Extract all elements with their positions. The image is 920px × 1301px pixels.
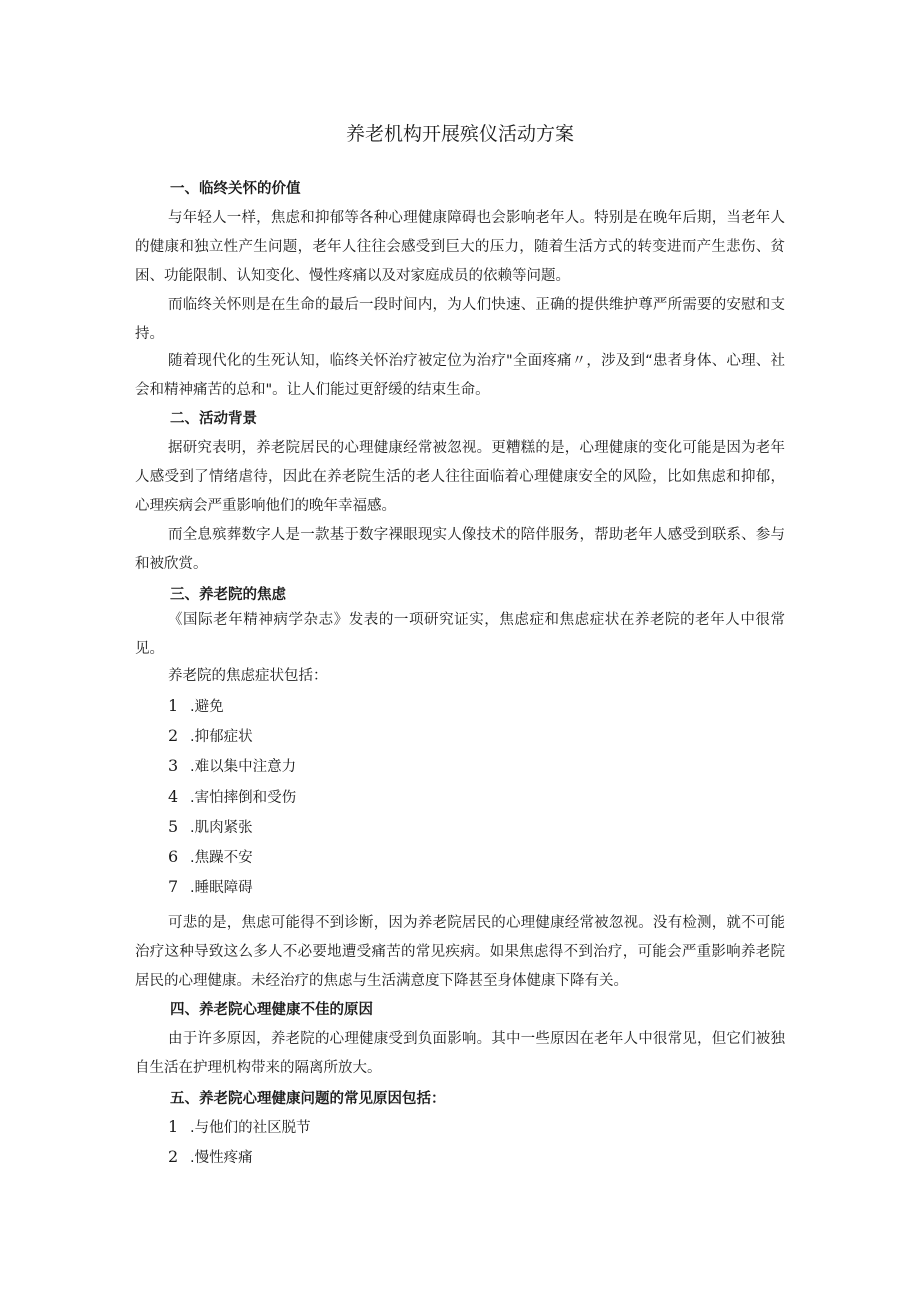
list-item bbox=[168, 872, 296, 902]
paragraph: 随着现代化的生死认知，临终关怀治疗被定位为治疗"全面疼痛〃，涉及到“患者身体、心理、社会和精神痛苦的总和"。让人们能过更舒缓的结束生命。 bbox=[135, 353, 785, 398]
list-item bbox=[168, 1112, 311, 1142]
section-heading-value: 一、临终关怀的价值 bbox=[170, 181, 301, 197]
section-heading-causes: 四、养老院心理健康不佳的原因 bbox=[170, 1002, 373, 1018]
paragraph: 据研究表明，养老院居民的心理健康经常被忽视。更糟糕的是，心理健康的变化可能是因为老年人感受到了情绪虐待，因此在养老院生活的老人往往面临着心理健康安全的风险，比如焦虑和抑郁，心理疾病会严重影响他们的晚年幸福感。 bbox=[135, 440, 785, 514]
list-item-text: .肌肉紧张 bbox=[190, 819, 253, 836]
list-item-text: .避免 bbox=[190, 699, 224, 715]
list-item-number: 6 bbox=[168, 846, 179, 866]
paragraph: 而临终关怀则是在生命的最后一段时间内，为人们快速、正确的提供维护尊严所需要的安慰和支持。 bbox=[135, 297, 785, 342]
paragraph: 可悲的是，焦虑可能得不到诊断，因为养老院居民的心理健康经常被忽视。没有检测，就不可能治疗这种导致这么多人不必要地遭受痛苦的常见疾病。如果焦虑得不到治疗，可能会严重影响养老院居民的心理健康。未经治疗的焦虑与生活满意度下降甚至身体健康下降有关。 bbox=[135, 915, 785, 989]
list-item-number: 1 bbox=[168, 696, 179, 715]
list-item-text: .与他们的社区脱节 bbox=[190, 1120, 311, 1136]
list-item-text: .抑郁症状 bbox=[190, 729, 253, 746]
paragraph: 与年轻人一样，焦虑和抑郁等各种心理健康障碍也会影响老年人。特别是在晚年后期，当老年人的健康和独立性产生问题，老年人往往会感受到巨大的压力，随着生活方式的转变进而产生悲伤、贫困、功能限制、认知变化、慢性疼痛以及对家庭成员的依赖等问题。 bbox=[135, 210, 785, 284]
list-intro: 养老院的焦虑症状包括： bbox=[168, 668, 328, 684]
list-item bbox=[168, 1142, 311, 1172]
list-item bbox=[168, 721, 296, 751]
list-item bbox=[168, 842, 296, 872]
list-item-number: 3 bbox=[168, 756, 179, 776]
document-title: 养老机构开展殡仪活动方案 bbox=[345, 123, 574, 145]
list-item-number: 1 bbox=[168, 1117, 179, 1136]
paragraph: 由于许多原因，养老院的心理健康受到负面影响。其中一些原因在老年人中很常见，但它们被独自生活在护理机构带来的隔离所放大。 bbox=[135, 1031, 785, 1076]
list-item-text: .慢性疼痛 bbox=[190, 1150, 253, 1167]
list-item-text: .难以集中注意力 bbox=[190, 759, 297, 776]
paragraph: 《国际老年精神病学杂志》发表的一项研究证实，焦虑症和焦虑症状在养老院的老年人中很常见。 bbox=[135, 612, 785, 657]
list-item-text: .害怕摔倒和受伤 bbox=[190, 789, 297, 806]
section-heading-background: 二、活动背景 bbox=[170, 411, 257, 427]
section-heading-common-causes: 五、养老院心理健康问题的常见原因包括： bbox=[170, 1091, 446, 1107]
list-item-number: 5 bbox=[168, 816, 179, 836]
common-causes-list bbox=[168, 1112, 311, 1172]
list-item-text: .焦躁不安 bbox=[190, 849, 253, 866]
list-item bbox=[168, 782, 296, 812]
list-item bbox=[168, 691, 296, 721]
list-item-text: .睡眠障碍 bbox=[190, 880, 253, 897]
anxiety-symptom-list bbox=[168, 691, 296, 902]
paragraph: 而全息殡葬数字人是一款基于数字裸眼现实人像技术的陪伴服务，帮助老年人感受到联系、参与和被欣赏。 bbox=[135, 527, 785, 572]
section-heading-anxiety: 三、养老院的焦虑 bbox=[170, 587, 286, 603]
list-item bbox=[168, 812, 296, 842]
list-item-number: 7 bbox=[168, 877, 179, 897]
list-item-number: 2 bbox=[168, 726, 179, 746]
list-item bbox=[168, 751, 296, 781]
list-item-number: 4 bbox=[168, 786, 179, 806]
list-item-number: 2 bbox=[168, 1147, 179, 1167]
